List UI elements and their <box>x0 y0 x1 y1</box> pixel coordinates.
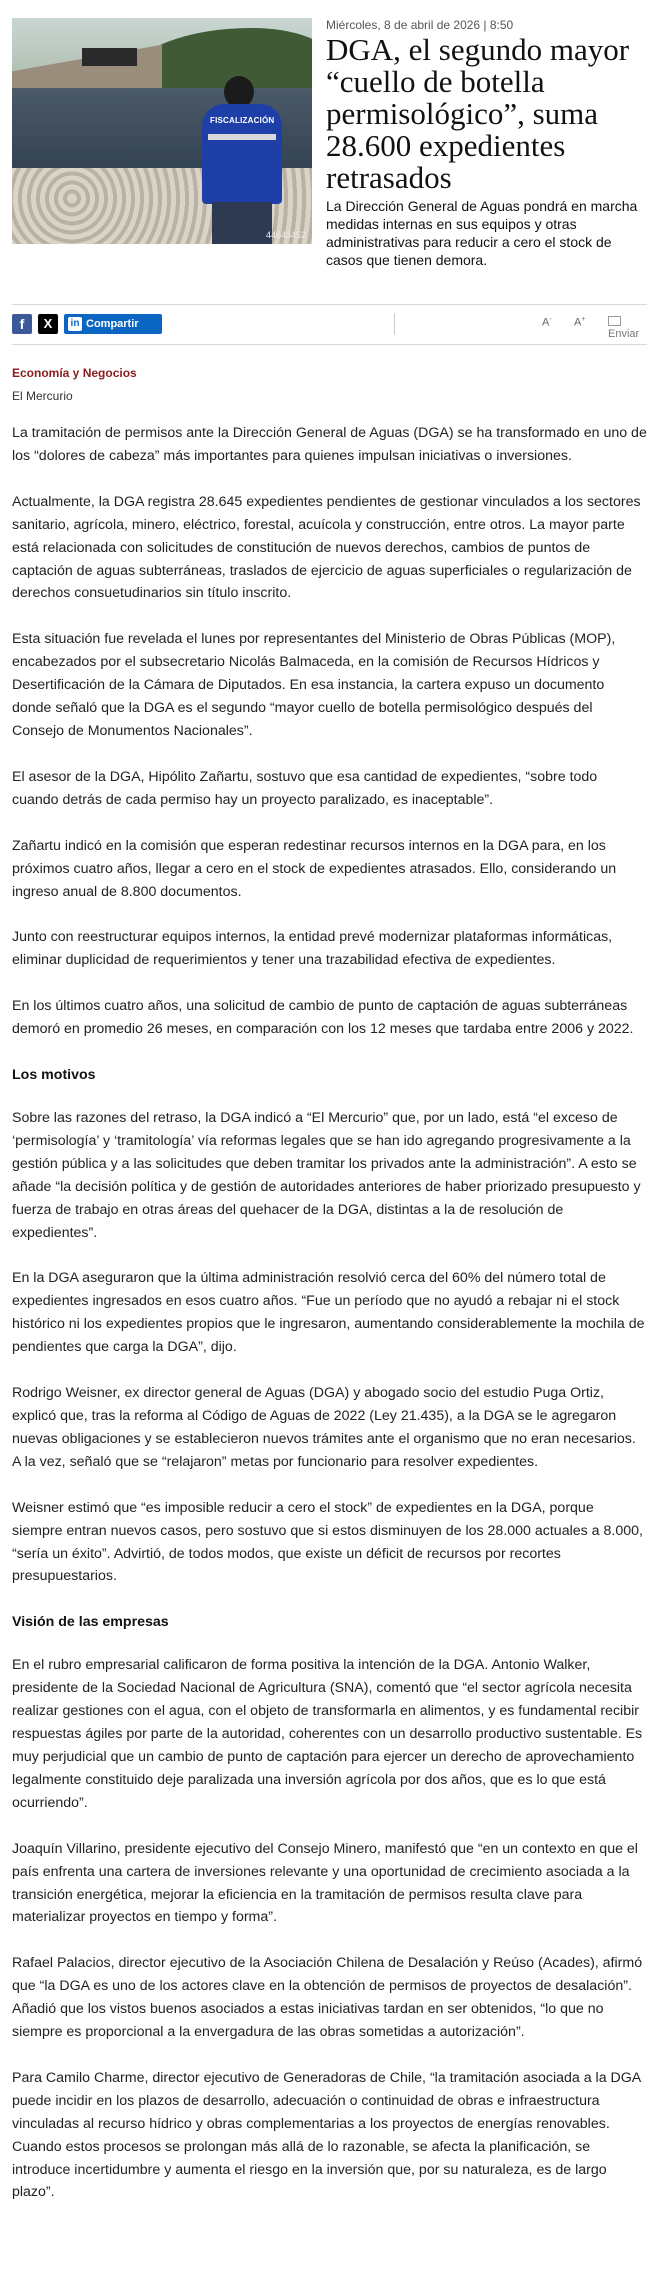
font-decrease-label: A <box>542 316 550 329</box>
vest-label: FISCALIZACIÓN <box>210 116 275 125</box>
inspector-legs <box>212 202 272 244</box>
send-button[interactable] <box>608 316 647 340</box>
photo-inspector <box>202 76 282 244</box>
divider-top <box>12 304 647 305</box>
body-paragraph: En la DGA aseguraron que la última administración resolvió cerca del 60% del número total de expedientes ingresados en esos cuatro años. “Fue un período que no ayudó a rebajar ni el stock histórico ni los expedientes propios que le ingresaron, aumentando considerablemente la mochila de pendientes que carga la DGA”, dijo. <box>12 1270 645 1356</box>
body-paragraph: Junto con reestructurar equipos internos, la entidad prevé modernizar plataformas informáticas, eliminar duplicidad de requerimientos y tener una trazabilidad efectiva de expedientes. <box>12 929 613 969</box>
font-increase-label: A <box>574 316 582 329</box>
article-date: Miércoles, 8 de abril de 2026 | 8:50 <box>326 18 514 32</box>
article-summary: La Dirección General de Aguas pondrá en marcha medidas internas en sus equipos y otras administrativas para reducir a cero el stock de casos que tienen demora. <box>326 198 638 268</box>
share-separator <box>394 313 395 335</box>
body-paragraph: En el rubro empresarial calificaron de forma positiva la intención de la DGA. Antonio Walker, presidente de la Sociedad Nacional de Agricultura (SNA), comentó que “el sector agrícola necesita realizar gestiones con el agua, con el objeto de transformarla en alimentos, y es fundamental recibir respuestas ágiles por parte de la autoridad, coherentes con un desarrollo productivo sustentable. Es muy perjudicial que un cambio de punto de captación para ejercer un derecho de aprovechamiento legalmente constituido deje paralizada una inversión agrícola por dos años, que es lo que está ocurriendo”. <box>12 1657 643 1811</box>
body-paragraph: Sobre las razones del retraso, la DGA indicó a “El Mercurio” que, por un lado, está “el exceso de ‘permisología’ y ‘tramitología’ vía reformas legales que se han ido agregando progresivamente a la gestión pública y a las solicitudes que deben tramitar los privados ante la administración”. A esto se añade “la decisión política y de gestión de autoridades anteriores de haber priorizado presupuesto y fuerza de trabajo en otras áreas del quehacer de la DGA, distintas a la de resolución de expedientes”. <box>12 1110 641 1241</box>
body-paragraph: En los últimos cuatro años, una solicitud de cambio de punto de captación de aguas subterráneas demoró en promedio 26 meses, en comparación con los 12 meses que tardaba entre 2006 y 2022. <box>12 998 634 1038</box>
body-paragraph: Para Camilo Charme, director ejecutivo de Generadoras de Chile, “la tramitación asociada a la DGA puede incidir en los plazos de desarrollo, adecuación o continuidad de obras e infraestructura vinculadas al recurso hídrico y obras complementarias a los proyectos de energías renovables. Cuando estos procesos se prolongan más allá de lo razonable, se afecta la planificación, se introduce incertidumbre y aumenta el riesgo en la inversión que, por su naturaleza, es de largo plazo”. <box>12 2069 641 2201</box>
body-paragraph: Esta situación fue revelada el lunes por representantes del Ministerio de Obras Públicas (MOP), encabezados por el subsecretario Nicolás Balmaceda, en la comisión de Recursos Hídricos y Desertificación de la Cámara de Diputados. En esa instancia, la cartera expuso un documento donde señaló que la DGA es el segundo “mayor cuello de botella permisológico después del Consejo de Monumentos Nacionales”. <box>12 631 616 739</box>
vest-stripe <box>208 134 276 140</box>
font-decrease-button[interactable]: A- <box>542 316 552 329</box>
font-increase-button[interactable]: A+ <box>574 316 586 329</box>
subheading-motivos: Los motivos <box>12 1067 96 1084</box>
photo-truck <box>82 48 137 66</box>
body-paragraph: Rafael Palacios, director ejecutivo de la Asociación Chilena de Desalación y Reúso (Acades), afirmó que “la DGA es uno de los actores clave en la obtención de permisos de proyectos de desalación”. Añadió que los vistos buenos asociados a estas iniciativas tardan en ser obtenidos, “lo que no siempre es proporcional a la envergadura de las obras sometidas a autorización”. <box>12 1955 643 2041</box>
body-paragraph: Rodrigo Weisner, ex director general de Aguas (DGA) y abogado socio del estudio Puga Ortiz, explicó que, tras la reforma al Código de Aguas de 2022 (Ley 21.435), a la DGA se le agregaron nuevas obligaciones y se establecieron nuevos trámites ante el organismo que no eran necesarios. A la vez, señaló que se “relajaron” metas por funcionario para resolver expedientes. <box>12 1385 636 1470</box>
article-title: DGA, el segundo mayor “cuello de botella permisológico”, suma 28.600 expedientes retrasados <box>326 32 630 195</box>
x-share-icon[interactable]: X <box>38 314 58 334</box>
linkedin-share-label: Compartir <box>86 318 139 330</box>
section-link[interactable]: Economía y Negocios <box>12 366 137 380</box>
body-paragraph: Zañartu indicó en la comisión que esperan redestinar recursos internos en la DGA para, en los próximos cuatro años, llegar a cero en el stock de expedientes atrasados. Ello, considerando un ingreso anual de 8.800 documentos. <box>12 837 617 900</box>
linkedin-icon: in <box>68 317 82 331</box>
photo-code: 44643452 <box>265 230 306 240</box>
linkedin-share-button[interactable] <box>64 314 162 334</box>
body-paragraph: Weisner estimó que “es imposible reducir a cero el stock” de expedientes en la DGA, porque siempre entran nuevos casos, pero sostuvo que si estos disminuyen de los 28.000 actuales a 8.000, “sería un éxito”. Advirtió, de todos modos, que existe un déficit de recursos por recortes presupuestarios. <box>12 1499 643 1585</box>
send-label: Enviar <box>608 328 640 340</box>
body-paragraph: El asesor de la DGA, Hipólito Zañartu, sostuvo que esa cantidad de expedientes, “sobre todo cuando detrás de cada permiso hay un proyecto paralizado, es inaceptable”. <box>12 768 598 808</box>
share-bar <box>12 313 647 340</box>
body-paragraph: La tramitación de permisos ante la Dirección General de Aguas (DGA) se ha transformado en uno de los “dolores de cabeza” más importantes para quienes impulsan iniciativas o inversiones. <box>12 425 647 464</box>
envelope-icon <box>608 316 621 326</box>
inspector-vest <box>202 104 282 204</box>
body-paragraph: Actualmente, la DGA registra 28.645 expedientes pendientes de gestionar vinculados a los sectores sanitario, agrícola, minero, eléctrico, forestal, acuícola y construcción, entre otros. La mayor parte está relacionada con solicitudes de constitución de nuevos derechos, cambios de puntos de captación de aguas subterráneas, traslados de ejercicio de aguas superficiales o regularización de derechos consuetudinarios sin título inscrito. <box>12 493 641 602</box>
divider-bottom <box>12 344 647 345</box>
article-body <box>12 422 647 2227</box>
article-source: El Mercurio <box>12 389 73 403</box>
body-paragraph: Joaquín Villarino, presidente ejecutivo del Consejo Minero, manifestó que “en un contexto en que el país enfrenta una cartera de inversiones relevante y una oportunidad de crecimiento asociada a la transición energética, mejorar la eficiencia en la tramitación de permisos resulta clave para materializar proyectos en tiempo y forma”. <box>12 1840 638 1926</box>
article-photo <box>12 18 312 244</box>
facebook-share-icon[interactable]: f <box>12 314 32 334</box>
subheading-vision: Visión de las empresas <box>12 1614 169 1631</box>
